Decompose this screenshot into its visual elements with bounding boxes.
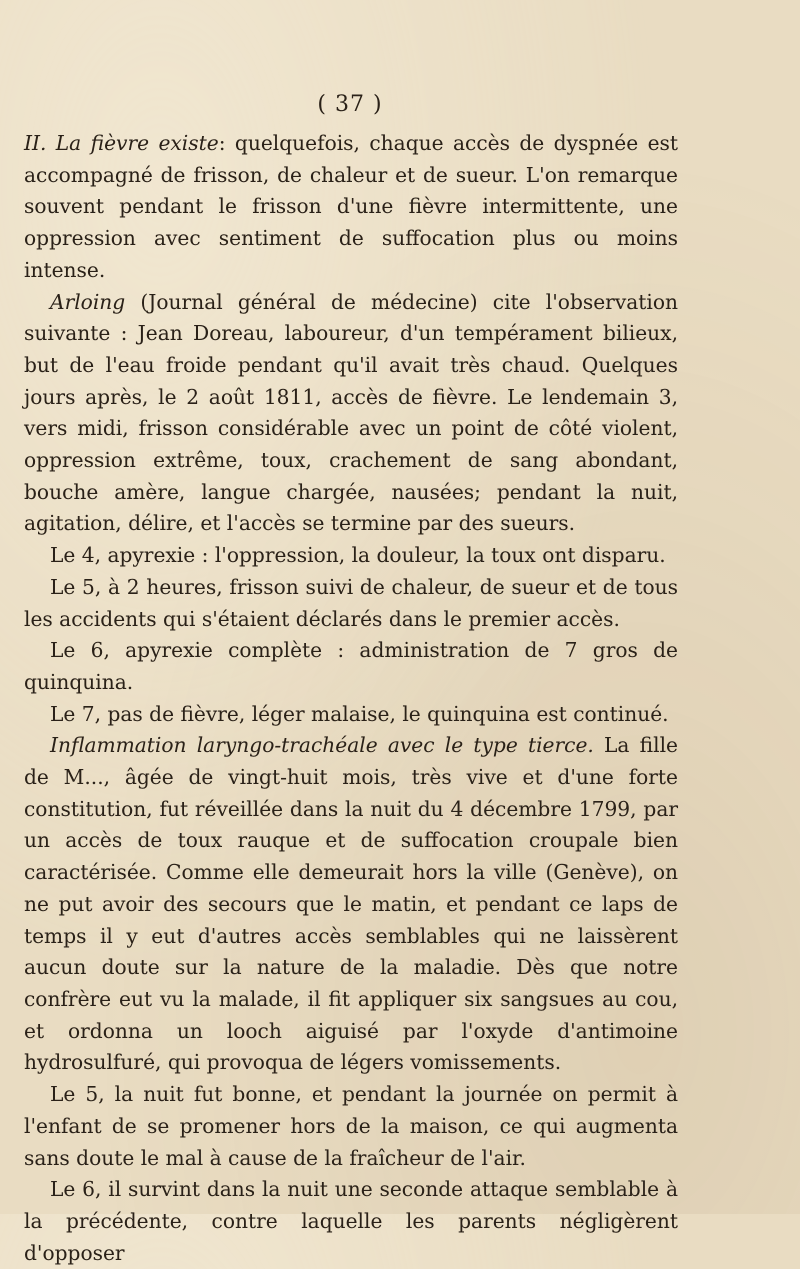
paragraph-arloing-observation	[24, 287, 678, 541]
paragraph-day-4	[24, 540, 678, 572]
paragraph-lead: Arloing	[50, 289, 126, 314]
paragraph-child-day-5	[24, 1079, 678, 1174]
paragraph-laryngo-tracheal	[24, 730, 678, 1079]
paragraph-text: Le 6, il survint dans la nuit une seconde attaque semblable à la précédente, contre laquelle les parents négligèrent d'opposer	[24, 1177, 678, 1265]
body-text	[24, 128, 678, 1269]
paragraph-text: Le 7, pas de fièvre, léger malaise, le quinquina est continué.	[50, 701, 669, 726]
page-number: ( 37 )	[317, 92, 383, 117]
paragraph-text: Le 6, apyrexie complète : administration de 7 gros de quinquina.	[24, 638, 678, 694]
paragraph-lead: II. La fièvre existe	[24, 131, 219, 155]
paragraph-day-6	[24, 635, 678, 698]
paragraph-text: : quelquefois, chaque accès de dyspnée est accompagné de frisson, de chaleur et de sueur. L'on remarque souvent pendant le frisson d'une fièvre intermittente, une oppression avec sentiment de suffocation plus ou moins intense.	[24, 131, 679, 282]
paragraph-child-day-6	[24, 1174, 678, 1269]
paragraph-text: Le 5, la nuit fut bonne, et pendant la journée on permit à l'enfant de se promener hors de la maison, ce qui augmenta sans doute le mal à cause de la fraîcheur de l'air.	[24, 1082, 678, 1170]
paragraph-day-5	[24, 572, 678, 635]
paragraph-fever-exists	[24, 128, 678, 287]
paragraph-text: Le 4, apyrexie : l'oppression, la douleur, la toux ont disparu.	[50, 543, 666, 568]
paragraph-lead: Inflammation laryngo-trachéale avec le type tierce.	[50, 733, 594, 758]
paragraph-day-7	[24, 699, 678, 731]
paragraph-text: (Journal général de médecine) cite l'observation suivante : Jean Doreau, laboureur, d'un tempérament bilieux, but de l'eau froide pendant qu'il avait très chaud. Quelques jours après, le 2 août 1811, accès de fièvre. Le lendemain 3, vers midi, frisson considérable avec un point de côté violent, oppression extrême, toux, crachement de sang abondant, bouche amère, langue chargée, nausées; pendant la nuit, agitation, délire, et l'accès se termine par des sueurs.	[24, 289, 678, 536]
paragraph-text: La fille de M..., âgée de vingt-huit mois, très vive et d'une forte constitution, fut réveillée dans la nuit du 4 décembre 1799, par un accès de toux rauque et de suffocation croupale bien caractérisée. Comme elle demeurait hors la ville (Genève), on ne put avoir des secours que le matin, et pendant ce laps de temps il y eut d'autres accès semblables qui ne laissèrent aucun doute sur la nature de la maladie. Dès que notre confrère eut vu la malade, il fit appliquer six sangsues au cou, et ordonna un looch aiguisé par l'oxyde d'antimoine hydrosulfuré, qui provoqua de légers vomissements.	[24, 733, 678, 1075]
paragraph-text: Le 5, à 2 heures, frisson suivi de chaleur, de sueur et de tous les accidents qui s'étaient déclarés dans le premier accès.	[24, 574, 678, 631]
